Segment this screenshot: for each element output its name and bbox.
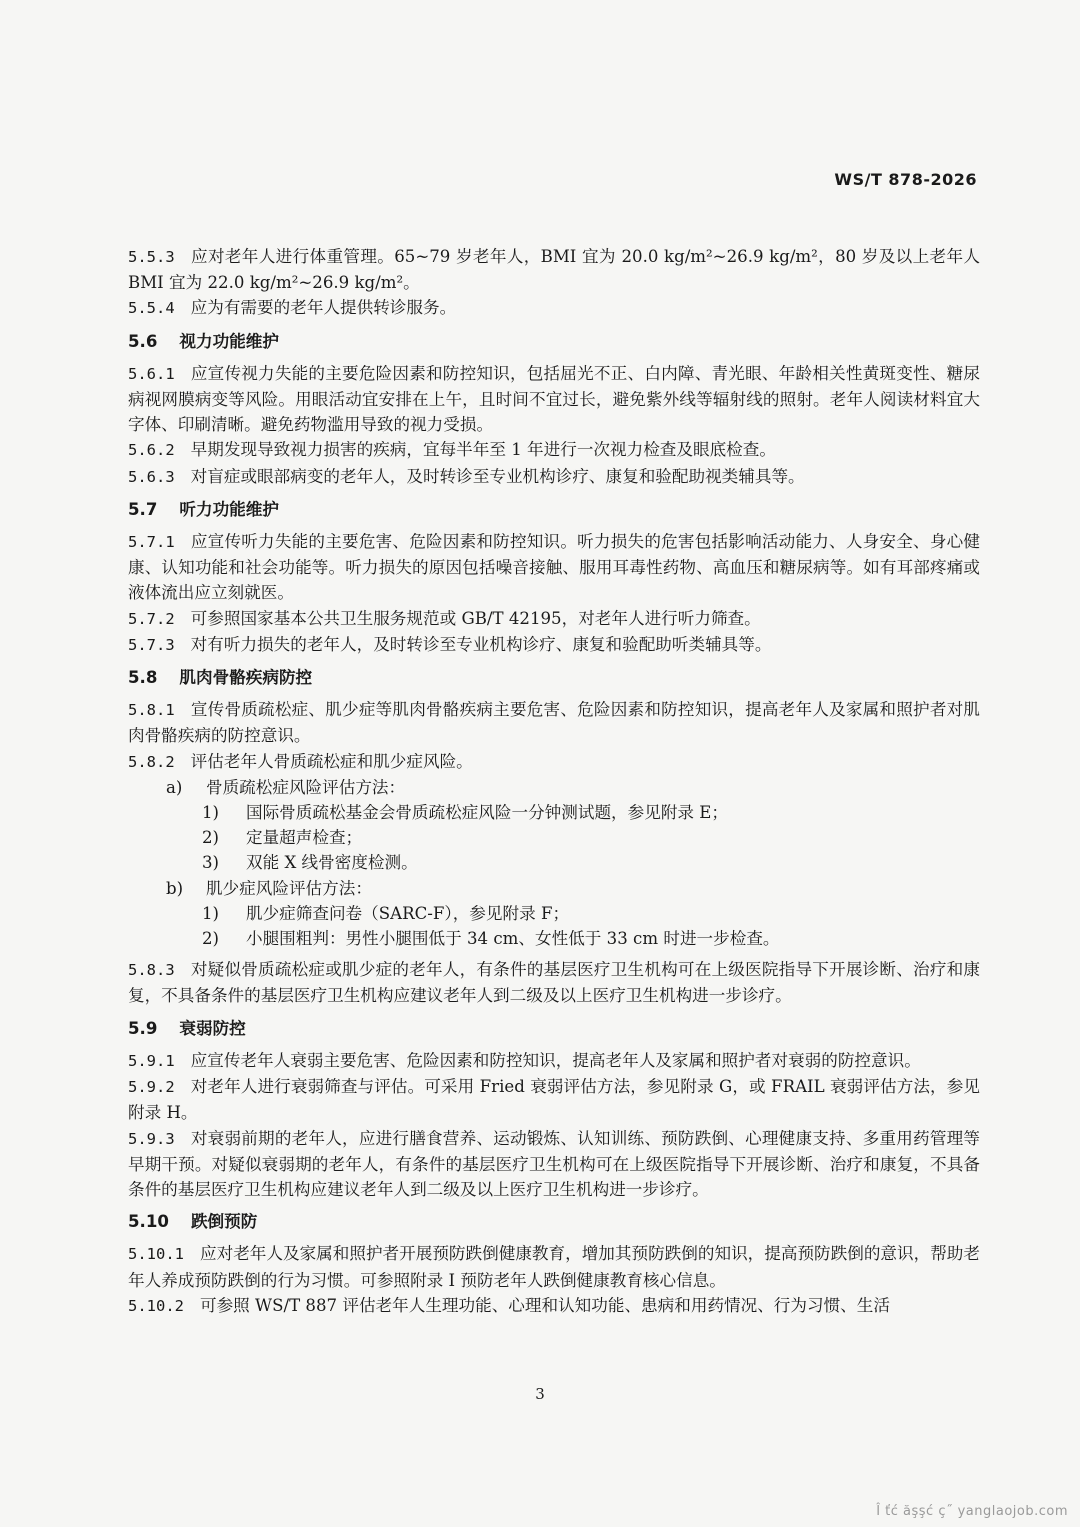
section-title: 听力功能维护 [179, 499, 279, 519]
section-number: 5.9 [128, 1018, 158, 1038]
section-title: 衰弱防控 [179, 1018, 246, 1038]
section-title: 视力功能维护 [179, 331, 279, 351]
section-heading-5-10 [128, 1209, 980, 1234]
section-heading-5-8 [128, 665, 980, 690]
clause-number: 5.9.3 [128, 1129, 175, 1148]
page-number: 3 [535, 1385, 545, 1403]
list-text: 肌少症风险评估方法： [206, 878, 372, 898]
clause-5-7-3 [128, 632, 980, 658]
document-body [128, 244, 980, 1319]
list-item-a-1 [128, 800, 980, 825]
clause-5-6-2 [128, 437, 980, 463]
clause-text: 应对老年人进行体重管理。65~79 岁老年人，BMI 宜为 20.0 kg/m²~26.9 kg/m²，80 岁及以上老年人 BMI 宜为 22.0 kg/m²~26.9 kg/m²。 [128, 247, 980, 293]
list-text: 小腿围粗判：男性小腿围低于 34 cm、女性低于 33 cm 时进一步检查。 [246, 929, 780, 949]
section-number: 5.7 [128, 499, 158, 519]
standard-code: WS/T 878-2026 [834, 170, 977, 189]
clause-number: 5.9.1 [128, 1051, 175, 1070]
clause-text: 对疑似骨质疏松症或肌少症的老年人，有条件的基层医疗卫生机构可在上级医院指导下开展诊断、治疗和康复，不具备条件的基层医疗卫生机构应建议老年人到二级及以上医疗卫生机构进一步诊疗。 [128, 960, 980, 1006]
clause-text: 对老年人进行衰弱筛查与评估。可采用 Fried 衰弱评估方法，参见附录 G，或 FRAIL 衰弱评估方法，参见附录 H。 [128, 1077, 980, 1123]
section-heading-5-6 [128, 329, 980, 354]
list-text: 定量超声检查； [246, 828, 363, 848]
clause-number: 5.8.3 [128, 961, 175, 980]
section-number: 5.8 [128, 668, 158, 688]
list-item-a-2 [128, 825, 980, 850]
clause-number: 5.10.2 [128, 1296, 184, 1315]
clause-5-6-1 [128, 361, 980, 438]
list-marker: b) [166, 878, 184, 898]
list-item-a [128, 775, 980, 800]
clause-text: 应宣传视力失能的主要危险因素和防控知识，包括屈光不正、白内障、青光眼、年龄相关性黄斑变性、糖尿病视网膜病变等风险。用眼活动宜安排在上午，且时间不宜过长，避免紫外线等辐射线的照射。老年人阅读材料宜大字体、印刷清晰。避免药物滥用导致的视力受损。 [128, 363, 980, 435]
clause-5-9-3 [128, 1126, 980, 1203]
section-heading-5-7 [128, 497, 980, 522]
list-item-b-2 [128, 926, 980, 951]
list-marker: 2) [202, 828, 220, 848]
list-text: 肌少症筛查问卷（SARC-F），参见附录 F； [246, 903, 570, 923]
clause-text: 评估老年人骨质疏松症和肌少症风险。 [190, 751, 473, 771]
list-marker: 1) [202, 803, 220, 823]
clause-number: 5.9.2 [128, 1078, 175, 1097]
clause-text: 对衰弱前期的老年人，应进行膳食营养、运动锻炼、认知训练、预防跌倒、心理健康支持、多重用药管理等早期干预。对疑似衰弱期的老年人，有条件的基层医疗卫生机构可在上级医院指导下开展诊断、治疗和康复，不具备条件的基层医疗卫生机构应建议老年人到二级及以上医疗卫生机构进一步诊疗。 [128, 1128, 980, 1199]
list-item-b [128, 876, 980, 901]
clause-5-6-3 [128, 464, 980, 490]
clause-number: 5.6.2 [128, 441, 175, 460]
clause-5-8-2 [128, 749, 980, 775]
clause-number: 5.7.1 [128, 533, 175, 552]
clause-number: 5.7.2 [128, 609, 175, 628]
clause-5-10-2 [128, 1293, 980, 1319]
list-item-a-3 [128, 850, 980, 875]
section-number: 5.10 [128, 1212, 169, 1232]
source-watermark: Î ťć ăşşć ç˝ yanglaojob.com [876, 1504, 1068, 1519]
clause-number: 5.6.3 [128, 467, 175, 486]
clause-number: 5.8.2 [128, 752, 175, 771]
clause-5-8-1 [128, 697, 980, 748]
clause-text: 对盲症或眼部病变的老年人，及时转诊至专业机构诊疗、康复和验配助视类辅具等。 [190, 466, 805, 486]
list-marker: 3) [202, 853, 220, 873]
clause-text: 可参照 WS/T 887 评估老年人生理功能、心理和认知功能、患病和用药情况、行为习惯、生活 [200, 1295, 890, 1315]
clause-text: 应宣传老年人衰弱主要危害、危险因素和防控知识，提高老年人及家属和照护者对衰弱的防控意识。 [190, 1050, 921, 1070]
section-heading-5-9 [128, 1016, 980, 1041]
clause-text: 应宣传听力失能的主要危害、危险因素和防控知识。听力损失的危害包括影响活动能力、人身安全、身心健康、认知功能和社会功能等。听力损失的原因包括噪音接触、服用耳毒性药物、高血压和糖尿病等。如有耳部疼痛或液体流出应立刻就医。 [128, 532, 980, 603]
clause-5-9-1 [128, 1048, 980, 1074]
clause-text: 宣传骨质疏松症、肌少症等肌肉骨骼疾病主要危害、危险因素和防控知识，提高老年人及家属和照护者对肌肉骨骼疾病的防控意识。 [128, 700, 980, 746]
clause-5-10-1 [128, 1241, 980, 1292]
clause-text: 应对老年人及家属和照护者开展预防跌倒健康教育，增加其预防跌倒的知识，提高预防跌倒的意识，帮助老年人养成预防跌倒的行为习惯。可参照附录 I 预防老年人跌倒健康教育核心信息。 [128, 1244, 980, 1290]
section-title: 肌肉骨骼疾病防控 [179, 668, 313, 688]
list-marker: 2) [202, 929, 220, 949]
clause-number: 5.10.1 [128, 1245, 184, 1264]
list-text: 国际骨质疏松基金会骨质疏松症风险一分钟测试题，参见附录 E； [246, 803, 729, 823]
clause-text: 可参照国家基本公共卫生服务规范或 GB/T 42195，对老年人进行听力筛查。 [190, 608, 761, 628]
list-marker: a) [166, 777, 183, 797]
clause-5-9-2 [128, 1074, 980, 1125]
clause-text: 应为有需要的老年人提供转诊服务。 [190, 298, 457, 318]
clause-number: 5.5.3 [128, 248, 175, 266]
list-marker: 1) [202, 903, 220, 923]
clause-text: 对有听力损失的老年人，及时转诊至专业机构诊疗、康复和验配助听类辅具等。 [190, 634, 772, 654]
clause-5-7-1 [128, 529, 980, 606]
list-text: 双能 X 线骨密度检测。 [246, 853, 418, 873]
clause-number: 5.5.4 [128, 299, 175, 318]
clause-5-5-3 [128, 244, 980, 295]
clause-5-8-3 [128, 957, 980, 1008]
clause-5-5-4 [128, 295, 980, 321]
section-number: 5.6 [128, 331, 158, 351]
clause-number: 5.6.1 [128, 364, 175, 383]
list-text: 骨质疏松症风险评估方法： [206, 777, 406, 797]
clause-5-7-2 [128, 606, 980, 632]
list-item-b-1 [128, 901, 980, 926]
clause-number: 5.7.3 [128, 635, 175, 654]
clause-number: 5.8.1 [128, 701, 175, 720]
clause-text: 早期发现导致视力损害的疾病，宜每半年至 1 年进行一次视力检查及眼底检查。 [190, 440, 776, 460]
section-title: 跌倒预防 [190, 1212, 258, 1232]
